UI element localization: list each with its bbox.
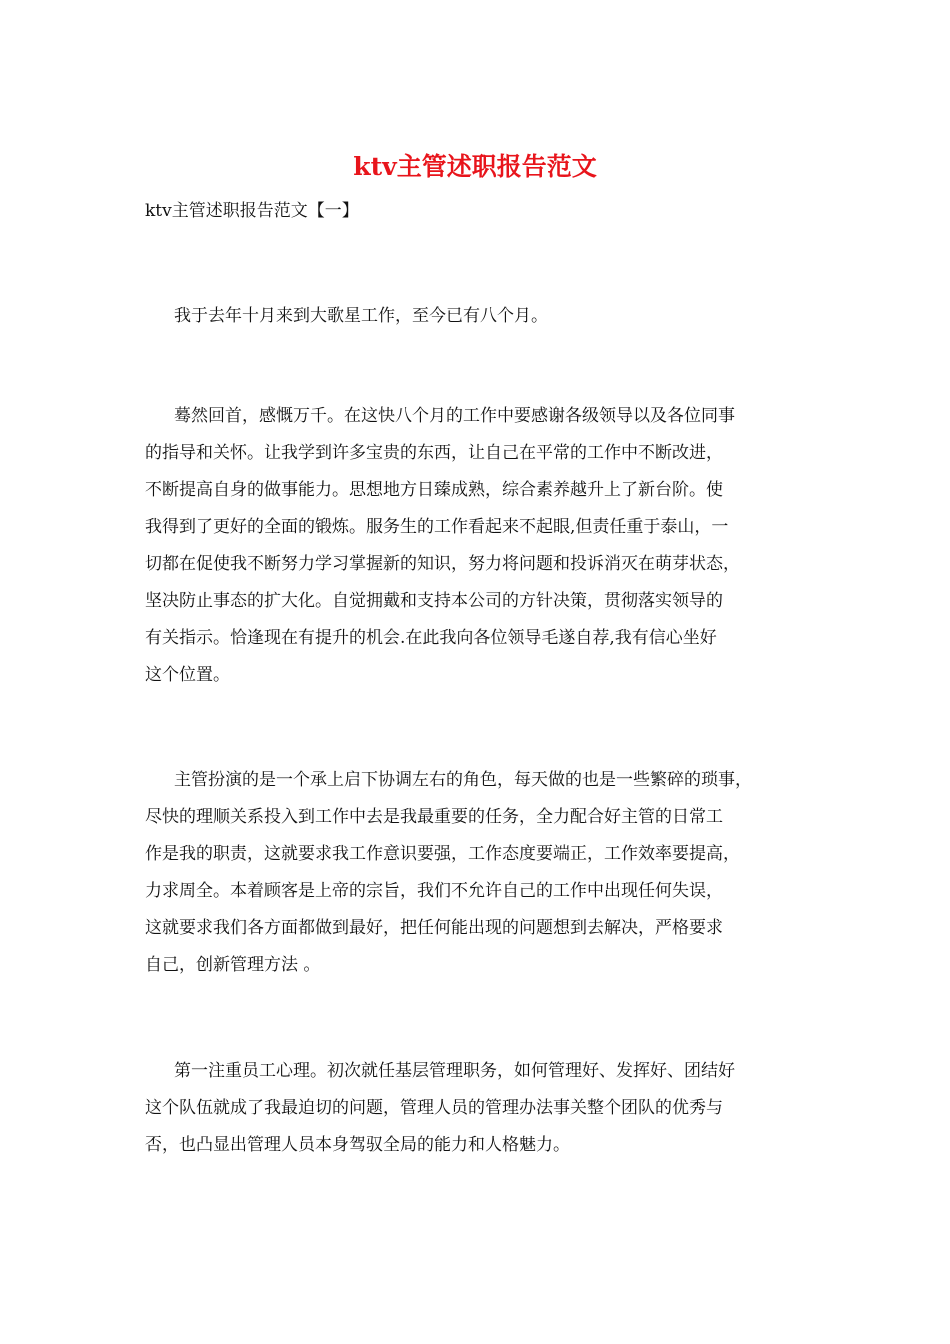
paragraph-line: 尽快的理顺关系投入到工作中去是我最重要的任务，全力配合好主管的日常工 — [145, 807, 723, 827]
paragraph-line: 力求周全。本着顾客是上帝的宗旨，我们不允许自己的工作中出现任何失误， — [145, 881, 723, 901]
paragraph-line: 否，也凸显出管理人员本身驾驭全局的能力和人格魅力。 — [145, 1135, 570, 1155]
paragraph-line: 切都在促使我不断努力学习掌握新的知识，努力将问题和投诉消灭在萌芽状态， — [145, 554, 740, 574]
paragraph-1 — [145, 298, 815, 335]
paragraph-2 — [145, 398, 815, 694]
paragraph-line: 的指导和关怀。让我学到许多宝贵的东西，让自己在平常的工作中不断改进， — [145, 443, 723, 463]
paragraph-line: 有关指示。恰逢现在有提升的机会.在此我向各位领导毛遂自荐,我有信心坐好 — [145, 628, 717, 648]
paragraph-line: 我于去年十月来到大歌星工作，至今已有八个月。 — [174, 306, 548, 326]
document-subtitle: ktv主管述职报告范文【一】 — [145, 201, 359, 221]
paragraph-line: 自己，创新管理方法 。 — [145, 955, 321, 975]
paragraph-line: 坚决防止事态的扩大化。自觉拥戴和支持本公司的方针决策，贯彻落实领导的 — [145, 591, 723, 611]
document-title: ktv主管述职报告范文 — [353, 152, 597, 181]
paragraph-line: 这就要求我们各方面都做到最好，把任何能出现的问题想到去解决，严格要求 — [145, 918, 723, 938]
paragraph-3 — [145, 762, 815, 984]
paragraph-line: 我得到了更好的全面的锻炼。服务生的工作看起来不起眼,但责任重于泰山，一 — [145, 517, 729, 537]
paragraph-line: 不断提高自身的做事能力。思想地方日臻成熟，综合素养越升上了新台阶。使 — [145, 480, 723, 500]
paragraph-line: 这个队伍就成了我最迫切的问题，管理人员的管理办法事关整个团队的优秀与 — [145, 1098, 723, 1118]
paragraph-line: 主管扮演的是一个承上启下协调左右的角色，每天做的也是一些繁碎的琐事， — [174, 770, 752, 790]
paragraph-line: 蓦然回首，感慨万千。在这快八个月的工作中要感谢各级领导以及各位同事 — [174, 406, 735, 426]
paragraph-4 — [145, 1053, 815, 1164]
paragraph-line: 这个位置。 — [145, 665, 230, 685]
paragraph-line: 第一注重员工心理。初次就任基层管理职务，如何管理好、发挥好、团结好 — [174, 1061, 735, 1081]
paragraph-line: 作是我的职责，这就要求我工作意识要强，工作态度要端正，工作效率要提高， — [145, 844, 740, 864]
